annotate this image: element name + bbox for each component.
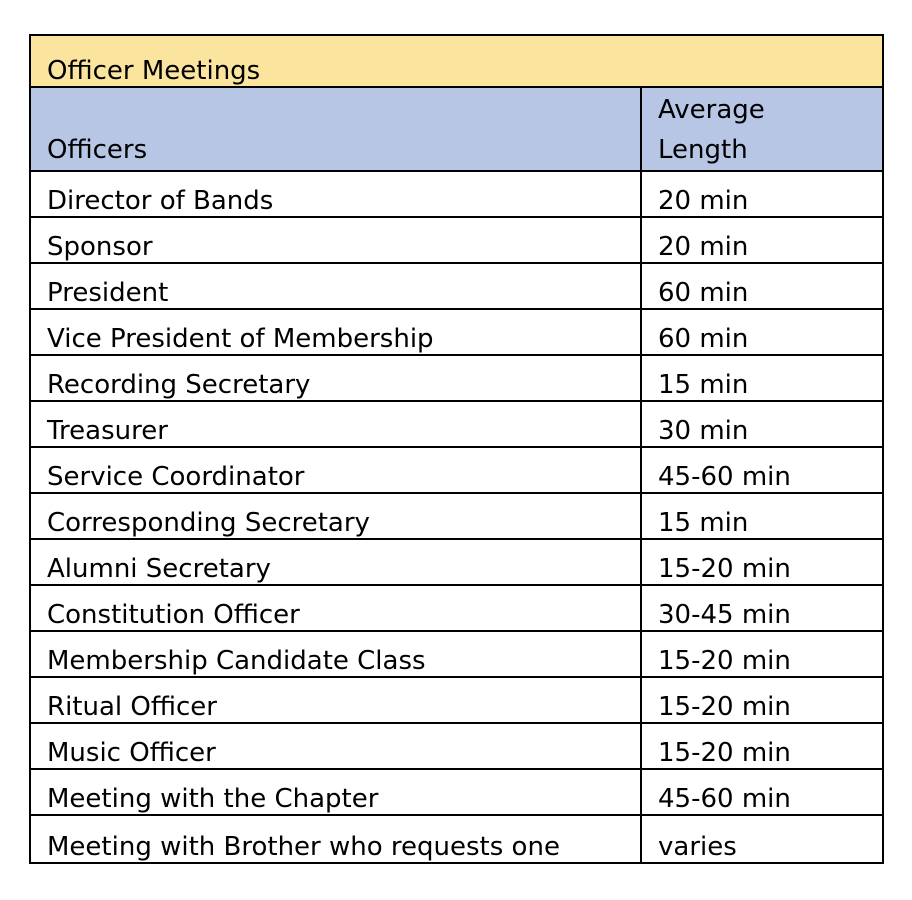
table-title: Officer Meetings [30,35,883,87]
table-row [30,355,883,401]
officer-cell: President [30,263,641,309]
length-cell: 45-60 min [641,769,883,815]
table-row [30,769,883,815]
length-cell: 20 min [641,217,883,263]
header-officers: Officers [30,87,641,171]
officer-cell: Ritual Officer [30,677,641,723]
table-row [30,171,883,217]
length-cell: 15 min [641,355,883,401]
length-cell: varies [641,815,883,863]
officer-cell: Service Coordinator [30,447,641,493]
officer-cell: Membership Candidate Class [30,631,641,677]
length-cell: 30 min [641,401,883,447]
officer-cell: Sponsor [30,217,641,263]
table-row [30,815,883,863]
officer-cell: Music Officer [30,723,641,769]
table-row [30,539,883,585]
officer-cell: Treasurer [30,401,641,447]
officer-cell: Alumni Secretary [30,539,641,585]
title-row [30,35,883,87]
header-average-length [641,87,883,171]
officer-cell: Director of Bands [30,171,641,217]
table-row [30,263,883,309]
header-length-line2: Length [658,135,748,165]
officer-cell: Meeting with Brother who requests one [30,815,641,863]
officer-cell: Meeting with the Chapter [30,769,641,815]
length-cell: 15-20 min [641,539,883,585]
length-cell: 30-45 min [641,585,883,631]
length-cell: 60 min [641,263,883,309]
table-body [30,171,883,863]
officer-cell: Recording Secretary [30,355,641,401]
officer-meetings-table [29,34,884,864]
officer-cell: Vice President of Membership [30,309,641,355]
table-row [30,631,883,677]
table-row [30,493,883,539]
table-row [30,585,883,631]
table-row [30,217,883,263]
officer-cell: Corresponding Secretary [30,493,641,539]
length-cell: 45-60 min [641,447,883,493]
length-cell: 15-20 min [641,677,883,723]
length-cell: 60 min [641,309,883,355]
table-row [30,723,883,769]
header-length-line1: Average [658,95,765,125]
table-row [30,677,883,723]
table-row [30,447,883,493]
length-cell: 15-20 min [641,631,883,677]
length-cell: 15-20 min [641,723,883,769]
length-cell: 20 min [641,171,883,217]
length-cell: 15 min [641,493,883,539]
header-row [30,87,883,171]
officer-cell: Constitution Officer [30,585,641,631]
table-row [30,309,883,355]
table-row [30,401,883,447]
